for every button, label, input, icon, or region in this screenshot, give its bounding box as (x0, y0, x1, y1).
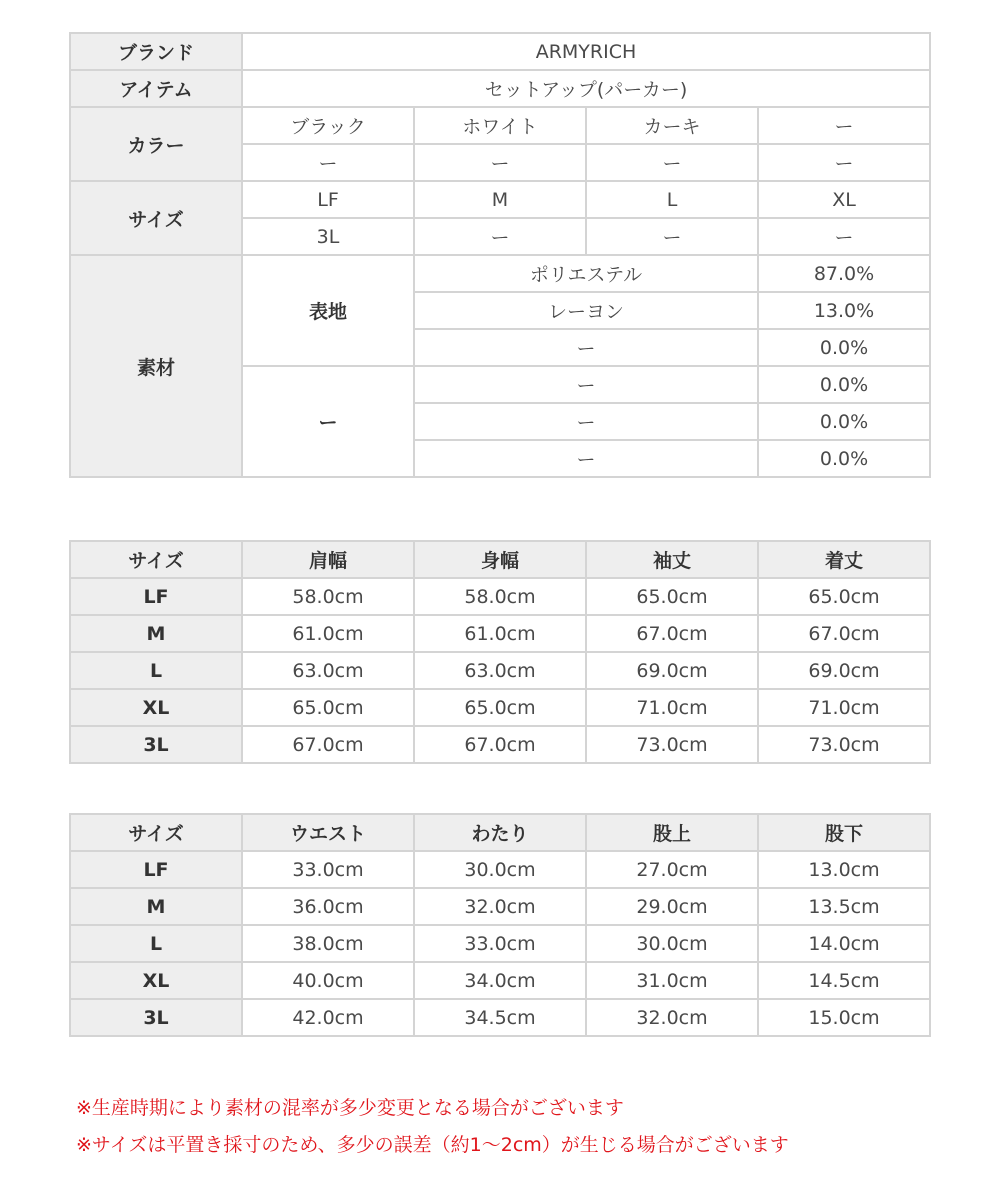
header-cell: サイズ (70, 814, 242, 851)
item-label: アイテム (70, 70, 242, 107)
size-value: LF (242, 181, 414, 218)
size-value: 3L (242, 218, 414, 255)
row-size-label: XL (70, 962, 242, 999)
measurement-cell: 71.0cm (758, 689, 930, 726)
bottom-size-table (69, 813, 931, 1037)
color-value: ー (758, 107, 930, 144)
measurement-cell: 30.0cm (586, 925, 758, 962)
header-cell: 肩幅 (242, 541, 414, 578)
measurement-cell: 71.0cm (586, 689, 758, 726)
fabric-name: ポリエステル (414, 255, 758, 292)
top-size-table (69, 540, 931, 764)
measurement-cell: 69.0cm (758, 652, 930, 689)
header-cell: わたり (414, 814, 586, 851)
table-row (70, 851, 930, 888)
table-row (70, 999, 930, 1036)
measurement-cell: 14.5cm (758, 962, 930, 999)
brand-value: ARMYRICH (242, 33, 930, 70)
measurement-cell: 63.0cm (242, 652, 414, 689)
row-size-label: 3L (70, 726, 242, 763)
measurement-cell: 36.0cm (242, 888, 414, 925)
material-group-label: ー (242, 366, 414, 477)
measurement-cell: 67.0cm (758, 615, 930, 652)
measurement-cell: 38.0cm (242, 925, 414, 962)
measurement-cell: 73.0cm (758, 726, 930, 763)
measurement-cell: 69.0cm (586, 652, 758, 689)
measurement-cell: 27.0cm (586, 851, 758, 888)
measurement-cell: 32.0cm (586, 999, 758, 1036)
material-group-label: 表地 (242, 255, 414, 366)
fabric-percent: 0.0% (758, 403, 930, 440)
color-value: ホワイト (414, 107, 586, 144)
material-label: 素材 (70, 255, 242, 477)
size-value: ー (586, 218, 758, 255)
header-cell: 着丈 (758, 541, 930, 578)
table-row (70, 615, 930, 652)
row-size-label: 3L (70, 999, 242, 1036)
fabric-percent: 0.0% (758, 366, 930, 403)
item-row (70, 70, 930, 107)
row-size-label: LF (70, 578, 242, 615)
measurement-cell: 61.0cm (414, 615, 586, 652)
material-blend-note: ※生産時期により素材の混率が多少変更となる場合がございます (76, 1097, 624, 1119)
measurement-cell: 33.0cm (242, 851, 414, 888)
row-size-label: XL (70, 689, 242, 726)
measurement-error-note: ※サイズは平置き採寸のため、多少の誤差（約1～2cm）が生じる場合がございます (76, 1134, 789, 1156)
color-value: ー (758, 144, 930, 181)
spec-table (69, 32, 931, 478)
fabric-percent: 87.0% (758, 255, 930, 292)
measurement-cell: 65.0cm (586, 578, 758, 615)
table-row (70, 925, 930, 962)
table-row (70, 888, 930, 925)
table-row (70, 652, 930, 689)
table-row (70, 962, 930, 999)
measurement-cell: 67.0cm (586, 615, 758, 652)
fabric-percent: 0.0% (758, 329, 930, 366)
measurement-cell: 40.0cm (242, 962, 414, 999)
size-row (70, 181, 930, 218)
table-row (70, 578, 930, 615)
measurement-cell: 31.0cm (586, 962, 758, 999)
header-cell: 股上 (586, 814, 758, 851)
color-label: カラー (70, 107, 242, 181)
material-row (70, 255, 930, 292)
size-value: ー (414, 218, 586, 255)
measurement-cell: 14.0cm (758, 925, 930, 962)
size-table-header (70, 814, 930, 851)
item-value: セットアップ(パーカー) (242, 70, 930, 107)
measurement-cell: 58.0cm (414, 578, 586, 615)
measurement-cell: 65.0cm (758, 578, 930, 615)
fabric-percent: 0.0% (758, 440, 930, 477)
size-table-header (70, 541, 930, 578)
measurement-cell: 29.0cm (586, 888, 758, 925)
measurement-cell: 15.0cm (758, 999, 930, 1036)
measurement-cell: 65.0cm (242, 689, 414, 726)
fabric-name: ー (414, 366, 758, 403)
header-cell: サイズ (70, 541, 242, 578)
size-value: XL (758, 181, 930, 218)
color-row (70, 107, 930, 144)
table-row (70, 726, 930, 763)
row-size-label: LF (70, 851, 242, 888)
fabric-name: ー (414, 403, 758, 440)
size-label: サイズ (70, 181, 242, 255)
color-value: ー (414, 144, 586, 181)
size-value: M (414, 181, 586, 218)
fabric-name: ー (414, 440, 758, 477)
color-value: カーキ (586, 107, 758, 144)
measurement-cell: 33.0cm (414, 925, 586, 962)
measurement-cell: 13.0cm (758, 851, 930, 888)
measurement-cell: 63.0cm (414, 652, 586, 689)
measurement-cell: 42.0cm (242, 999, 414, 1036)
fabric-name: ー (414, 329, 758, 366)
header-cell: ウエスト (242, 814, 414, 851)
table-row (70, 689, 930, 726)
measurement-cell: 32.0cm (414, 888, 586, 925)
measurement-cell: 58.0cm (242, 578, 414, 615)
header-cell: 袖丈 (586, 541, 758, 578)
row-size-label: L (70, 925, 242, 962)
measurement-cell: 67.0cm (414, 726, 586, 763)
measurement-cell: 73.0cm (586, 726, 758, 763)
measurement-cell: 30.0cm (414, 851, 586, 888)
measurement-cell: 67.0cm (242, 726, 414, 763)
size-value: ー (758, 218, 930, 255)
measurement-cell: 13.5cm (758, 888, 930, 925)
color-value: ー (242, 144, 414, 181)
brand-row (70, 33, 930, 70)
measurement-cell: 61.0cm (242, 615, 414, 652)
measurement-cell: 34.0cm (414, 962, 586, 999)
fabric-percent: 13.0% (758, 292, 930, 329)
fabric-name: レーヨン (414, 292, 758, 329)
row-size-label: M (70, 615, 242, 652)
measurement-cell: 34.5cm (414, 999, 586, 1036)
header-cell: 股下 (758, 814, 930, 851)
size-value: L (586, 181, 758, 218)
header-cell: 身幅 (414, 541, 586, 578)
color-value: ブラック (242, 107, 414, 144)
brand-label: ブランド (70, 33, 242, 70)
color-value: ー (586, 144, 758, 181)
row-size-label: M (70, 888, 242, 925)
row-size-label: L (70, 652, 242, 689)
measurement-cell: 65.0cm (414, 689, 586, 726)
